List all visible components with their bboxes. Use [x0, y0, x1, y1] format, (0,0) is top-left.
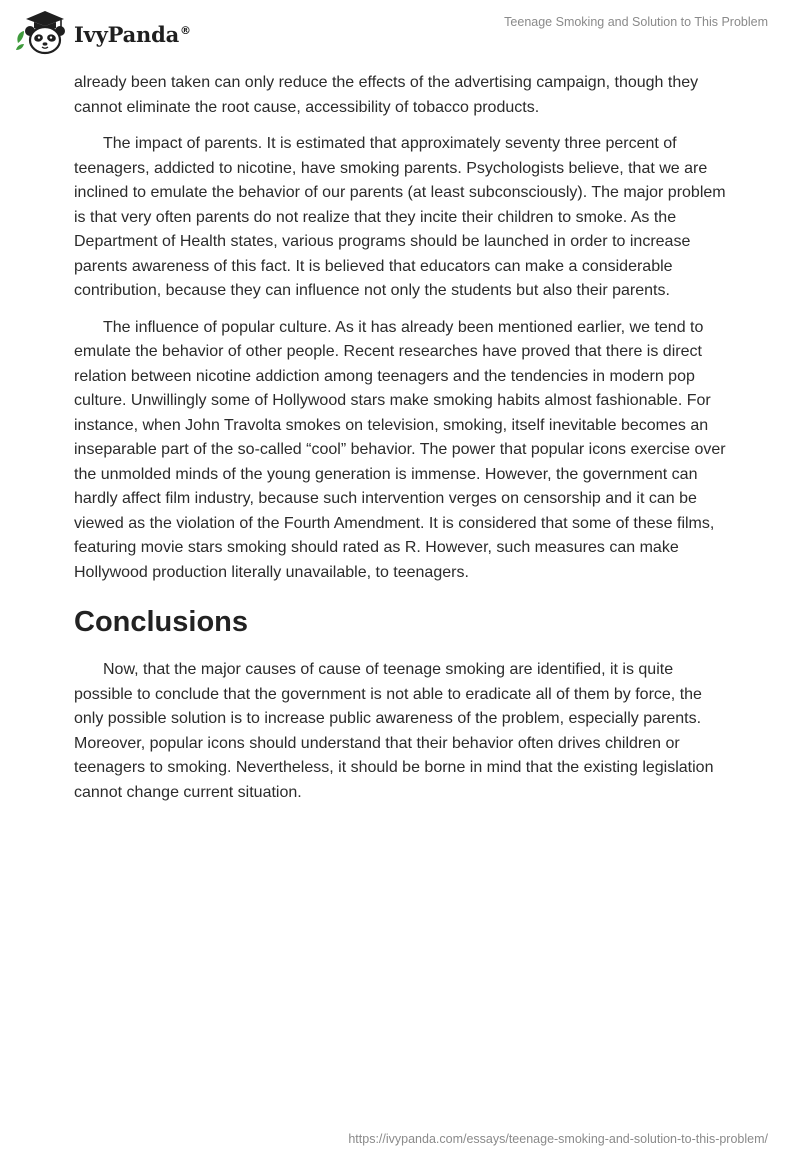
conclusion-paragraph: Now, that the major causes of cause of teenage smoking are identified, it is quite possible to conclude that the government is not able to eradicate all of them by force, the only possible solution is to increase public awareness of the problem, especially parents. Moreover, popular icons should understand that their behavior often drives children or teenagers to smoking. Nevertheless, it should be borne in mind that the existing legislation cannot change current situation. — [74, 661, 714, 801]
body-paragraph: already been taken can only reduce the effects of the advertising campaign, though they cannot eliminate the root cause, accessibility of tobacco products. — [74, 74, 699, 116]
panda-graduate-icon — [14, 9, 72, 55]
body-paragraph: The influence of popular culture. As it has already been mentioned earlier, we tend to emulate the behavior of other people. Recent researches have proved that there is direct relation between nicotine addiction among teenagers and the tendencies in modern pop culture. Unwillingly some of Hollywood stars make smoking habits almost fashionable. For instance, when John Travolta smokes on television, smoking, itself inevitable becomes an inseparable part of the so-called “cool” behavior. The power that popular icons exercise over the unmolded minds of the young generation is immense. However, the government can hardly affect film industry, because such intervention verges on censorship and it can be viewed as the violation of the Fourth Amendment. It is considered that some of these films, featuring movie stars smoking should rated as R. However, such measures can make Hollywood production literally unavailable, to teenagers. — [74, 318, 726, 581]
logo-wordmark: IvyPanda® — [74, 21, 191, 47]
essay-body — [74, 71, 730, 817]
page-header — [0, 0, 800, 64]
body-paragraph: The impact of parents. It is estimated that approximately seventy three percent of teenagers, addicted to nicotine, have smoking parents. Psychologists believe, that we are inclined to emulate the behavior of our parents (at least subconsciously). The major problem is that very often parents do not realize that they incite their children to smoke. As the Department of Health states, various programs should be launched in order to increase parents awareness of this fact. It is believed that educators can make a considerable contribution, because they can influence not only the students but also their parents. — [74, 135, 726, 299]
ivypanda-logo[interactable] — [14, 8, 191, 56]
section-heading-conclusions: Conclusions — [74, 606, 249, 638]
source-url[interactable]: https://ivypanda.com/essays/teenage-smoking-and-solution-to-this-problem/ — [348, 1132, 768, 1146]
registered-mark: ® — [180, 23, 191, 37]
document-title: Teenage Smoking and Solution to This Problem — [504, 15, 768, 29]
